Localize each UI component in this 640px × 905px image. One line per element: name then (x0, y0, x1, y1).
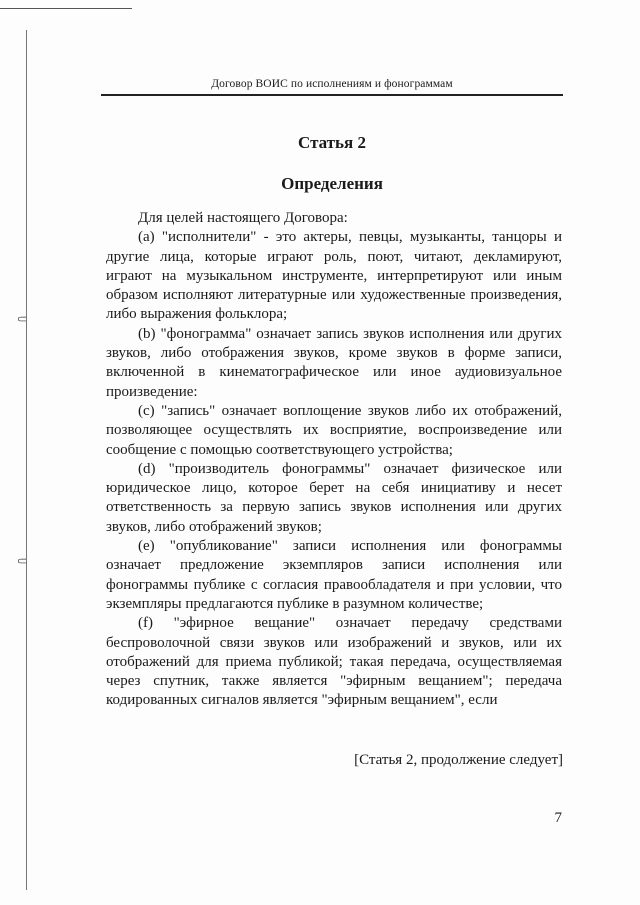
running-header: Договор ВОИС по исполнениям и фонограммам (211, 78, 453, 90)
header-rule (101, 94, 563, 96)
definition-paragraph-a: (a) "исполнители" - это актеры, певцы, музыканты, танцоры и другие лица, которые играют роль, поют, читают, декламируют, играют на музыкальном инструменте, интерпретируют или иным образом исполняют литературные или художественные произведения, либо выражения фольклора; (106, 229, 562, 323)
article-number: Статья 2 (298, 133, 366, 152)
binding-clip-icon: ⸦ (15, 555, 29, 570)
continuation-note: [Статья 2, продолжение следует] (354, 752, 563, 768)
definition-paragraph-b: (b) "фонограмма" означает запись звуков исполнения или других звуков, либо отображения звуков, кроме звуков в форме записи, включенной в кинематографическое или иное аудиовизуальное произведение: (106, 325, 562, 400)
intro-paragraph: Для целей настоящего Договора: (138, 210, 348, 226)
definition-paragraph-d: (d) "производитель фонограммы" означает физическое или юридическое лицо, которое берет на себя инициативу и несет ответственность за первую запись звуков исполнения или других звуков, либо отображений звуков; (106, 460, 562, 535)
definition-paragraph-c: (c) "запись" означает воплощение звуков либо их отображений, позволяющее осуществлять их восприятие, воспроизведение или сообщение с помощью соответствующего устройства; (106, 402, 562, 458)
article-body (106, 209, 562, 711)
definition-paragraph-f: (f) "эфирное вещание" означает передачу средствами беспроволочной связи звуков или изображений и звуков, или их отображений для приема публикой; такая передача, осуществляемая через спутник, также является "эфирным вещанием"; передача кодированных сигналов является "эфирным вещанием", если (106, 615, 562, 709)
article-title: Определения (281, 174, 383, 193)
binding-clip-icon: ⸦ (15, 313, 29, 328)
page-number: 7 (554, 810, 562, 826)
definition-paragraph-e: (e) "опубликование" записи исполнения или фонограммы означает предложение экземпляров записи исполнения или фонограммы публике с согласия правообладателя и при условии, что экземпляры предлагаются публике в разумном количестве; (106, 538, 562, 612)
scan-artifact-line (0, 8, 132, 9)
binding-edge (26, 30, 27, 890)
